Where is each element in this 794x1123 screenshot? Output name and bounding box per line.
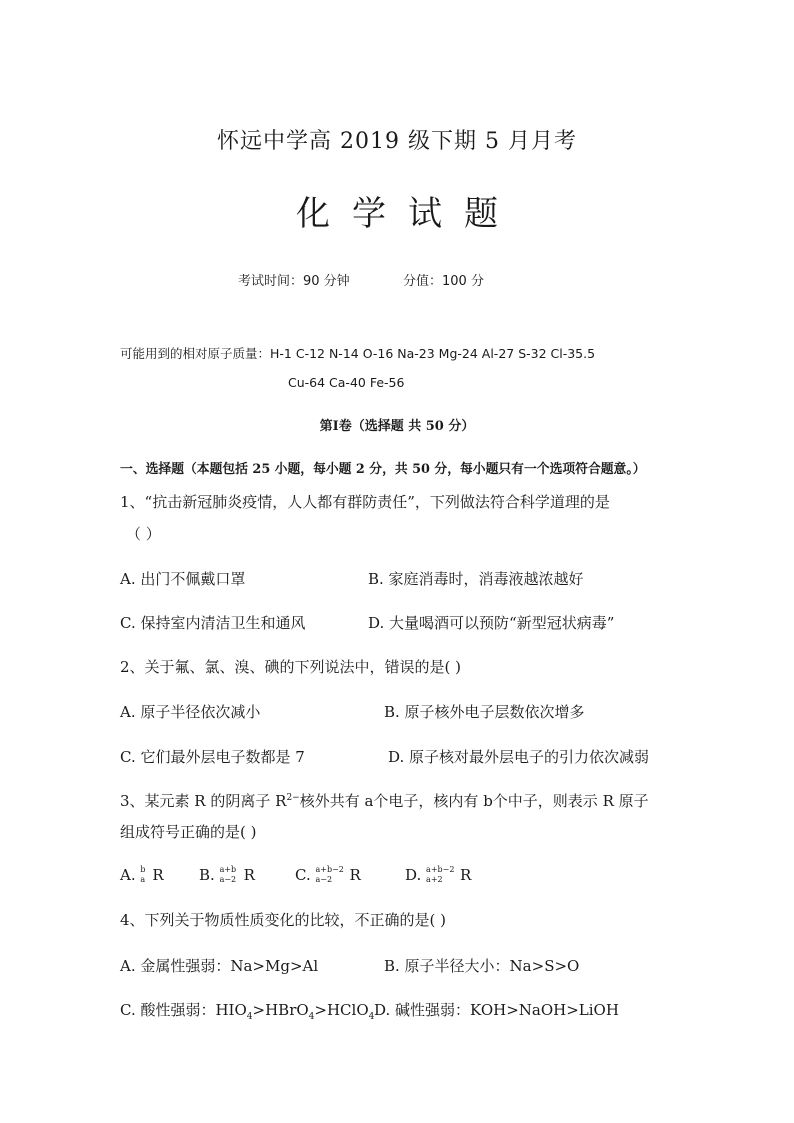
isotope-notation: a+b−2 a+2 <box>426 865 455 884</box>
question-1-option-a: A. 出门不佩戴口罩 <box>120 570 246 588</box>
isotope-notation: b a <box>140 865 146 884</box>
question-1-option-d: D. 大量喝酒可以预防“新型冠状病毒” <box>368 614 615 632</box>
question-2-option-b: B. 原子核外电子层数依次增多 <box>384 703 585 721</box>
question-2-option-c: C. 它们最外层电子数都是 7 <box>120 748 305 766</box>
option-label: D. <box>405 866 422 884</box>
element-symbol: R <box>460 866 472 884</box>
volume-title: 第Ⅰ卷（选择题 共 50 分） <box>319 419 475 434</box>
question-4-option-c <box>120 999 374 1022</box>
question-1-paren: （ ） <box>126 525 161 543</box>
question-4-stem: 4、下列关于物质性质变化的比较，不正确的是( ) <box>120 911 447 929</box>
option-c-prefix: C. 酸性强弱：HIO <box>120 1001 247 1019</box>
element-symbol: R <box>349 866 361 884</box>
question-3-option-d <box>405 866 471 884</box>
question-4-option-a: A. 金属性强弱：Na>Mg>Al <box>120 957 319 975</box>
question-2-stem: 2、关于氟、氯、溴、碘的下列说法中，错误的是( ) <box>120 658 462 676</box>
question-1-option-b: B. 家庭消毒时，消毒液越浓越好 <box>368 570 584 588</box>
question-3-option-c <box>295 866 361 884</box>
school-title: 怀远中学高 2019 级下期 5 月月考 <box>217 129 577 154</box>
option-label: A. <box>120 866 136 884</box>
element-symbol: R <box>152 866 164 884</box>
question-4-option-d: D. 碱性强弱：KOH>NaOH>LiOH <box>374 1001 619 1019</box>
question-2-option-a: A. 原子半径依次减小 <box>120 703 261 721</box>
ion-charge: 2− <box>286 793 300 803</box>
question-3-option-b <box>199 866 255 884</box>
subject-title: 化学试题 <box>296 194 520 234</box>
isotope-notation: a+b a−2 <box>219 865 237 884</box>
atomic-masses-line2: Cu-64 Ca-40 Fe-56 <box>288 375 405 390</box>
element-symbol: R <box>243 866 255 884</box>
option-label: C. <box>295 866 311 884</box>
question-3-option-a <box>120 866 164 884</box>
question-2-option-d: D. 原子核对最外层电子的引力依次减弱 <box>388 748 650 766</box>
subscript: 4 <box>246 1012 253 1022</box>
subscript: 4 <box>368 1012 375 1022</box>
exam-score: 分值：100 分 <box>403 274 484 289</box>
exam-time: 考试时间：90 分钟 <box>238 274 350 289</box>
question-3-stem-part1: 3、某元素 R 的阴离子 R <box>120 792 287 810</box>
subscript: 4 <box>308 1012 315 1022</box>
question-4-option-b: B. 原子半径大小：Na>S>O <box>384 957 580 975</box>
question-3-stem-line2: 组成符号正确的是( ) <box>120 823 257 841</box>
option-label: B. <box>199 866 215 884</box>
question-1-stem: 1、“抗击新冠肺炎疫情，人人都有群防责任”，下列做法符合科学道理的是 <box>120 493 610 511</box>
question-3-stem-part2: 核外共有 a个电子，核内有 b个中子，则表示 R 原子 <box>299 792 649 810</box>
isotope-notation: a+b−2 a−2 <box>315 865 344 884</box>
question-3-stem <box>120 790 649 811</box>
atomic-masses-line1: 可能用到的相对原子质量：H-1 C-12 N-14 O-16 Na-23 Mg-24 Al-27 S-32 Cl-35.5 <box>120 346 596 361</box>
question-1-option-c: C. 保持室内清洁卫生和通风 <box>120 614 306 632</box>
option-c-mid2: >HClO <box>314 1001 369 1019</box>
option-c-mid1: >HBrO <box>252 1001 309 1019</box>
section-title: 一、选择题（本题包括 25 小题，每小题 2 分，共 50 分，每小题只有一个选项符合题意。） <box>120 462 646 477</box>
